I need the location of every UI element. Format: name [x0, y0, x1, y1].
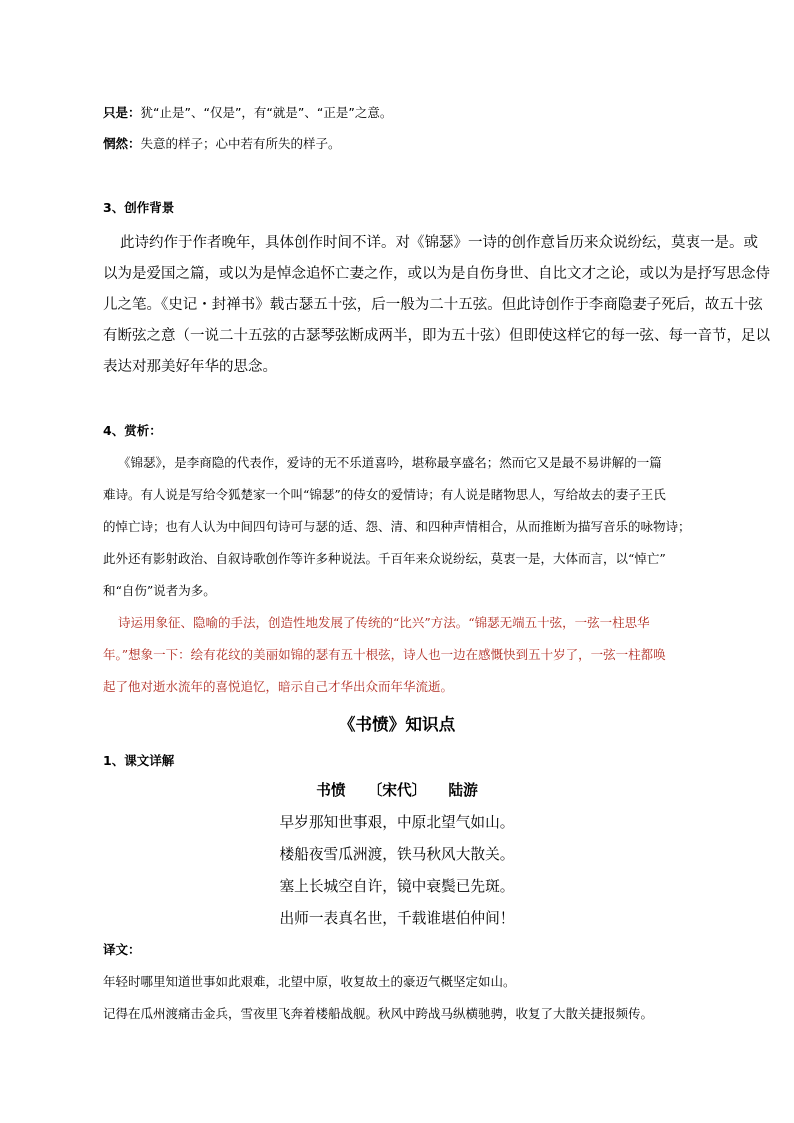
- glossary-definition: 失意的样子；心中若有所失的样子。: [140, 136, 341, 151]
- glossary-term: 惘然：: [103, 136, 141, 151]
- background-paragraph-line: 儿之笔。《史记・封禅书》载古瑟五十弦，后一般为二十五弦。但此诗创作于李商隐妻子死后，故五十弦: [103, 297, 763, 313]
- appreciation-highlight-line: 年。”想象一下：绘有花纹的美丽如锦的瑟有五十根弦，诗人也一边在感慨快到五十岁了，一弦一柱都唤: [103, 647, 666, 662]
- poem-line: 早岁那知世事艰，中原北望气如山。: [279, 814, 515, 831]
- glossary-definition: 犹“止是”、“仅是”，有“就是”、“正是”之意。: [140, 105, 393, 120]
- background-paragraph-line: 以为是爱国之篇，或以为是悼念追怀亡妻之作，或以为是自伤身世、自比文才之论，或以为是抒写思念侍: [103, 266, 770, 282]
- appreciation-highlight-line: 诗运用象征、隐喻的手法，创造性地发展了传统的“比兴”方法。“锦瑟无端五十弦，一弦一柱思华: [118, 615, 650, 630]
- poem-dynasty: 〔宋代〕: [367, 782, 427, 799]
- glossary-item: [103, 103, 392, 121]
- section-heading-text-explained: 1、课文详解: [103, 753, 175, 768]
- poem-line: 楼船夜雪瓜洲渡，铁马秋风大散关。: [279, 846, 515, 863]
- appreciation-paragraph-line: 和“自伤”说者为多。: [103, 583, 216, 598]
- poem-line: 塞上长城空自许，镜中衰鬓已先斑。: [279, 878, 515, 895]
- appreciation-paragraph-line: 难诗。有人说是写给令狐楚家一个叫“锦瑟”的侍女的爱情诗；有人说是睹物思人，写给故去的妻子王氏: [103, 487, 666, 502]
- glossary-item: [103, 134, 341, 152]
- appreciation-paragraph-line: 此外还有影射政治、自叙诗歌创作等许多种说法。千百年来众说纷纭，莫衷一是，大体而言，以“悼亡”: [103, 551, 666, 566]
- background-paragraph-line: 此诗约作于作者晚年，具体创作时间不详。对《锦瑟》一诗的创作意旨历来众说纷纭，莫衷一是。或: [120, 235, 758, 251]
- poem-line: 出师一表真名世，千载谁堪伯仲间！: [279, 910, 515, 927]
- background-paragraph-line: 表达对那美好年华的思念。: [103, 359, 277, 375]
- translation-line: 记得在瓜州渡痛击金兵，雪夜里飞奔着楼船战舰。秋风中跨战马纵横驰骋，收复了大散关捷报频传。: [103, 1006, 654, 1021]
- section-title-shufen: 《书愤》知识点: [338, 714, 456, 734]
- section-heading-background: 3、创作背景: [103, 200, 175, 215]
- translation-heading: 译文：: [103, 942, 141, 957]
- glossary-term: 只是：: [103, 105, 141, 120]
- poem-title: 书愤: [316, 782, 346, 799]
- section-heading-appreciation: 4、赏析：: [103, 423, 162, 438]
- poem-author: 陆游: [448, 782, 478, 799]
- appreciation-paragraph-line: 《锦瑟》，是李商隐的代表作，爱诗的无不乐道喜吟，堪称最享盛名；然而它又是最不易讲解的一篇: [118, 455, 662, 470]
- appreciation-highlight-line: 起了他对逝水流年的喜悦追忆，暗示自己才华出众而年华流逝。: [103, 679, 454, 694]
- background-paragraph-line: 有断弦之意（一说二十五弦的古瑟琴弦断成两半，即为五十弦）但即使这样它的每一弦、每一音节，足以: [103, 328, 770, 344]
- translation-line: 年轻时哪里知道世事如此艰难，北望中原，收复故土的豪迈气概坚定如山。: [103, 974, 516, 989]
- poem-header: [0, 779, 794, 800]
- appreciation-paragraph-line: 的悼亡诗；也有人认为中间四句诗可与瑟的适、怨、清、和四种声情相合，从而推断为描写音乐的咏物诗；: [103, 519, 691, 534]
